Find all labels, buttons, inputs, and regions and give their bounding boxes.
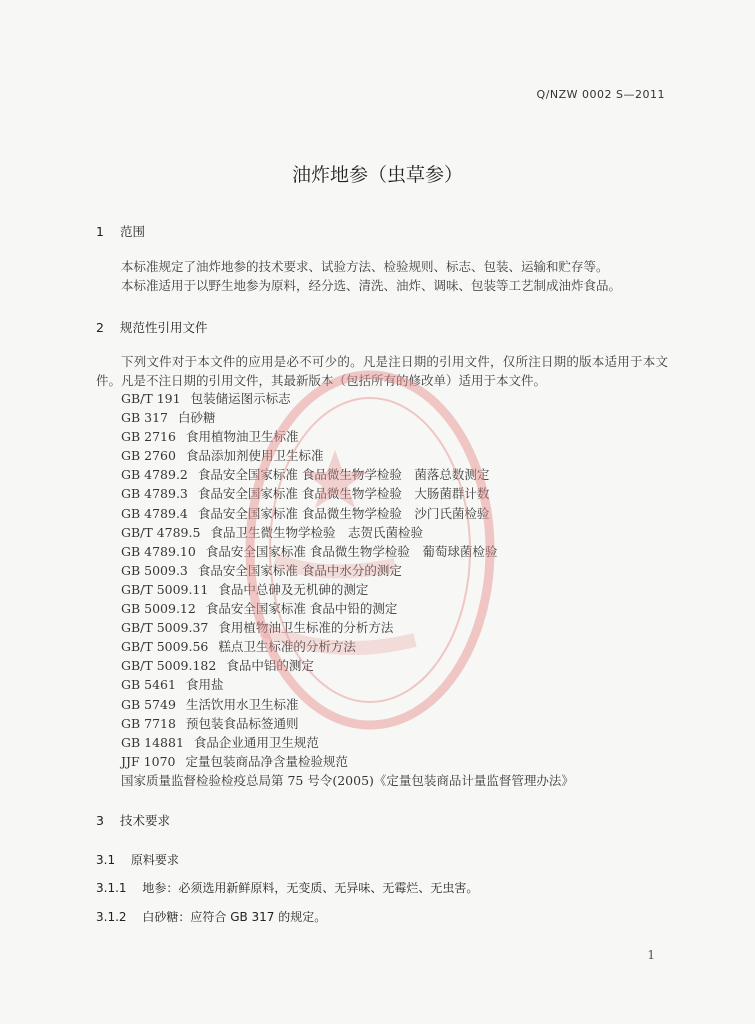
- reference-item: [121, 408, 574, 427]
- reference-title: 食品安全国家标准 食品中水分的测定: [197, 562, 402, 578]
- reference-title: 糕点卫生标准的分析方法: [218, 639, 356, 655]
- reference-title: 预包装食品标签通则: [185, 715, 299, 731]
- subsection-number: 3.1.1: [96, 881, 127, 895]
- section-1-heading: [96, 222, 145, 240]
- reference-code: GB 2716: [121, 429, 176, 445]
- reference-title: 食品添加剂使用卫生标准: [185, 448, 324, 464]
- section-3-heading: [96, 811, 170, 829]
- reference-code: GB/T 5009.11: [121, 581, 209, 597]
- reference-item: [121, 504, 574, 523]
- reference-item: [121, 465, 574, 484]
- reference-title: 食用植物油卫生标准的分析方法: [218, 620, 394, 636]
- reference-item: [121, 675, 574, 694]
- page-number: 1: [647, 948, 655, 962]
- section-number: 3: [96, 813, 104, 828]
- normative-intro-text: 下列文件对于本文件的应用是必不可少的。凡是注日期的引用文件，仅所注日期的版本适用于本文件。凡是不注日期的引用文件，其最新版本（包括所有的修改单）适用于本文件。: [96, 354, 668, 388]
- reference-item: [121, 561, 574, 580]
- scope-paragraph-2: 本标准适用于以野生地参为原料，经分选、清洗、油炸、调味、包装等工艺制成油炸食品。: [121, 278, 622, 293]
- reference-item: [121, 714, 574, 733]
- standard-code: Q/NZW 0002 S—2011: [536, 88, 665, 101]
- reference-code: GB/T 5009.56: [121, 639, 209, 655]
- reference-title: 国家质量监督检验检疫总局第 75 号令(2005)《定量包装商品计量监督管理办法》: [121, 772, 574, 788]
- reference-code: GB 5009.12: [121, 601, 196, 617]
- reference-code: GB 7718: [121, 715, 176, 731]
- subsection-text: 白砂糖：应符合 GB 317 的规定。: [142, 910, 327, 924]
- reference-code: JJF 1070: [121, 753, 176, 769]
- subsection-3-1-1: [96, 879, 478, 896]
- reference-title: 食品安全国家标准 食品微生物学检验 葡萄球菌检验: [205, 543, 498, 559]
- reference-title: 食用植物油卫生标准: [185, 429, 299, 445]
- reference-item: [121, 523, 574, 542]
- reference-item: [121, 580, 574, 599]
- reference-title: 食品安全国家标准 食品微生物学检验 菌落总数测定: [197, 467, 490, 483]
- section-number: 2: [96, 320, 104, 335]
- reference-item: [121, 427, 574, 446]
- subsection-number: 3.1: [96, 853, 116, 867]
- subsection-text: 地参：必须选用新鲜原料，无变质、无异味、无霉烂、无虫害。: [142, 881, 479, 895]
- reference-code: GB 317: [121, 410, 169, 426]
- reference-item: [121, 656, 574, 675]
- reference-item: [121, 542, 574, 561]
- reference-item: [121, 695, 574, 714]
- reference-title: 食品安全国家标准 食品中铅的测定: [205, 601, 398, 617]
- reference-code: GB/T 5009.37: [121, 620, 209, 636]
- reference-code: GB 14881: [121, 734, 184, 750]
- scope-paragraphs: [96, 257, 671, 295]
- section-number: 1: [96, 224, 104, 239]
- reference-code: GB 5749: [121, 696, 176, 712]
- subsection-number: 3.1.2: [96, 910, 127, 924]
- reference-title: 食品企业通用卫生规范: [193, 734, 319, 750]
- subsection-3-1-2: [96, 908, 326, 925]
- section-title: 规范性引用文件: [119, 320, 208, 335]
- reference-title: 生活饮用水卫生标准: [185, 696, 299, 712]
- reference-item: [121, 446, 574, 465]
- reference-title: 包装储运图示标志: [190, 391, 291, 406]
- reference-code: GB 4789.2: [121, 467, 188, 483]
- normative-intro: [96, 352, 668, 390]
- subsection-text: 原料要求: [130, 853, 179, 867]
- scope-paragraph-1: 本标准规定了油炸地参的技术要求、试验方法、检验规则、标志、包装、运输和贮存等。: [121, 259, 609, 274]
- reference-code: GB/T 4789.5: [121, 524, 201, 540]
- reference-title: 食品中总砷及无机砷的测定: [218, 581, 369, 597]
- reference-code: GB 4789.4: [121, 505, 188, 521]
- reference-item: [121, 637, 574, 656]
- reference-code: GB/T 191: [121, 391, 181, 406]
- reference-title: 食品卫生微生物学检验 志贺氏菌检验: [210, 524, 423, 540]
- subsection-3-1: [96, 851, 179, 868]
- reference-item: [121, 484, 574, 503]
- reference-title: 食品安全国家标准 食品微生物学检验 沙门氏菌检验: [197, 505, 490, 521]
- reference-title: 白砂糖: [178, 410, 216, 426]
- reference-title: 食品安全国家标准 食品微生物学检验 大肠菌群计数: [197, 486, 490, 502]
- section-title: 范围: [119, 224, 145, 239]
- section-title: 技术要求: [119, 813, 170, 828]
- reference-item: [121, 599, 574, 618]
- reference-item: [121, 618, 574, 637]
- reference-code: GB 2760: [121, 448, 176, 464]
- section-2-heading: [96, 318, 208, 336]
- reference-code: GB 4789.3: [121, 486, 188, 502]
- reference-title: 定量包装商品净含量检验规范: [185, 753, 348, 769]
- reference-title: 食用盐: [185, 677, 224, 693]
- reference-item: [121, 771, 574, 790]
- reference-item: [121, 752, 574, 771]
- reference-item: [121, 389, 574, 408]
- document-title: 油炸地参（虫草参）: [291, 164, 463, 186]
- reference-code: GB 5461: [121, 677, 176, 693]
- reference-code: GB 5009.3: [121, 562, 188, 578]
- reference-code: GB/T 5009.182: [121, 658, 217, 674]
- reference-title: 食品中铝的测定: [226, 658, 314, 674]
- reference-list: [121, 389, 574, 790]
- reference-code: GB 4789.10: [121, 543, 196, 559]
- reference-item: [121, 733, 574, 752]
